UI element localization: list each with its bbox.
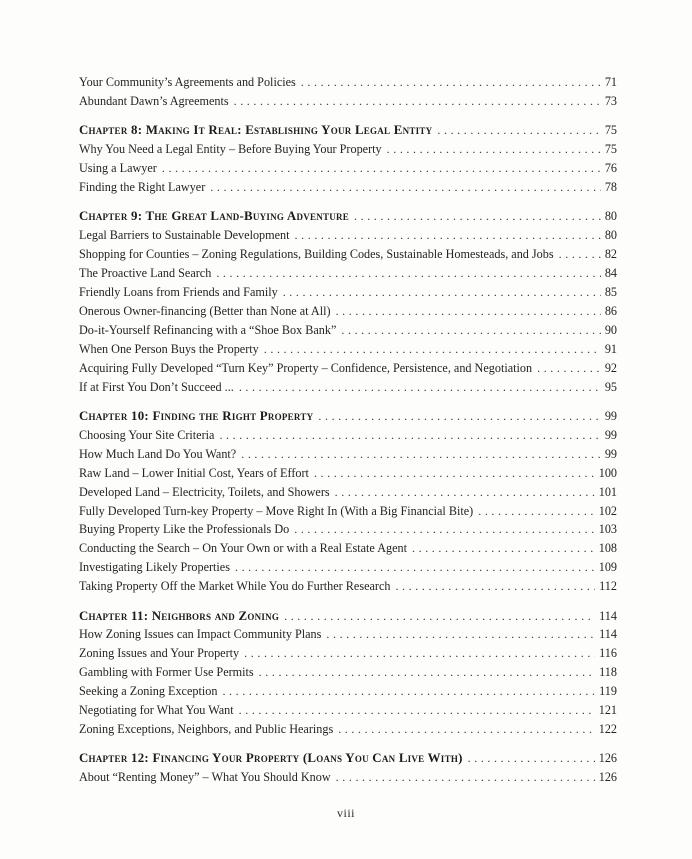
toc-entry <box>79 644 617 663</box>
dot-leader <box>336 302 601 321</box>
toc-entry-label: Negotiating for What You Want <box>79 703 234 718</box>
toc-entry <box>79 121 617 140</box>
toc-entry-label: If at First You Don’t Succeed ... <box>79 379 234 394</box>
toc-entry-page: 114 <box>599 608 617 623</box>
toc-entry <box>79 663 617 682</box>
toc-entry-page: 91 <box>604 341 617 356</box>
toc-entry-page: 92 <box>604 360 617 375</box>
dot-leader <box>341 321 600 340</box>
toc-entry-page: 102 <box>598 503 617 518</box>
toc-entry-page: 109 <box>598 560 617 575</box>
dot-leader <box>234 92 601 111</box>
dot-leader <box>354 207 601 226</box>
toc-entry-page: 114 <box>599 627 617 642</box>
page-number-footer: viii <box>336 806 355 820</box>
toc-entry <box>79 321 617 340</box>
dot-leader <box>395 577 595 596</box>
dot-leader <box>222 682 595 701</box>
toc-entry-page: 122 <box>598 722 617 736</box>
toc-entry <box>79 359 617 378</box>
dot-leader <box>235 558 595 577</box>
toc-entry-page: 95 <box>604 379 617 394</box>
toc-entry-page: 75 <box>604 142 617 157</box>
dot-leader <box>468 749 595 768</box>
toc-entry-label: About “Renting Money” – What You Should Know <box>79 770 331 785</box>
toc-entry-label: Conducting the Search – On Your Own or with a Real Estate Agent <box>79 541 407 556</box>
dot-leader <box>239 701 595 720</box>
dot-leader <box>318 407 600 426</box>
toc-entry <box>79 245 617 264</box>
dot-leader <box>537 359 601 378</box>
toc-entry-label: Choosing Your Site Criteria <box>79 427 215 442</box>
toc-entry <box>79 73 617 92</box>
dot-leader <box>559 245 601 264</box>
dot-leader <box>437 121 600 140</box>
toc-entry-label: Chapter 11: Neighbors and Zoning <box>79 608 280 623</box>
toc-entry-label: Chapter 8: Making It Real: Establishing Your Legal Entity <box>79 123 433 138</box>
dot-leader <box>336 768 595 787</box>
toc-entry-label: Abundant Dawn’s Agreements <box>79 93 229 108</box>
dot-leader <box>326 625 595 644</box>
toc-entry-page: 119 <box>599 684 617 699</box>
toc-entry <box>79 378 617 397</box>
toc-entry-page: 126 <box>598 751 617 766</box>
toc-entry <box>79 340 617 359</box>
toc-entry <box>79 607 617 626</box>
toc-entry-label: Raw Land – Lower Initial Cost, Years of Effort <box>79 465 309 480</box>
toc-entry-label: Chapter 9: The Great Land-Buying Adventure <box>79 209 349 224</box>
toc-entry-page: 78 <box>604 180 617 195</box>
toc-entry-label: When One Person Buys the Property <box>79 341 259 356</box>
toc-entry-page: 126 <box>598 770 617 785</box>
toc-entry-label: Legal Barriers to Sustainable Development <box>79 228 290 243</box>
toc-entry-label: Friendly Loans from Friends and Family <box>79 285 278 300</box>
dot-leader <box>216 264 600 283</box>
toc-entry <box>79 625 617 644</box>
toc-entry-label: Why You Need a Legal Entity – Before Buying Your Property <box>79 142 382 157</box>
dot-leader <box>412 539 595 558</box>
toc-entry <box>79 445 617 464</box>
dot-leader <box>314 464 595 483</box>
dot-leader <box>301 73 601 92</box>
dot-leader <box>284 607 595 626</box>
dot-leader <box>162 159 601 178</box>
toc-entry-page: 103 <box>598 522 617 537</box>
toc-entry-label: Fully Developed Turn-key Property – Move Right In (With a Big Financial Bite) <box>79 503 474 518</box>
toc-entry <box>79 720 617 739</box>
toc-entry-page: 99 <box>604 427 617 442</box>
toc-entry <box>79 426 617 445</box>
toc-entry-label: The Proactive Land Search <box>79 266 212 281</box>
toc-entry-page: 101 <box>598 484 617 499</box>
toc-entry-page: 108 <box>598 541 617 556</box>
toc-entry-label: How Much Land Do You Want? <box>79 446 237 461</box>
toc-entry-page: 84 <box>604 266 617 281</box>
toc-entry-label: Your Community’s Agreements and Policies <box>79 75 296 89</box>
toc-entry-page: 82 <box>604 247 617 262</box>
toc-entry-page: 99 <box>604 409 617 423</box>
toc-entry <box>79 92 617 111</box>
toc-entry <box>79 701 617 720</box>
toc-list <box>79 73 617 787</box>
toc-entry-page: 73 <box>604 93 617 108</box>
toc-entry <box>79 768 617 787</box>
dot-leader <box>283 283 601 302</box>
toc-entry-label: Developed Land – Electricity, Toilets, and Showers <box>79 484 330 499</box>
toc-entry-page: 118 <box>599 665 617 680</box>
toc-entry <box>79 558 617 577</box>
toc-entry-label: How Zoning Issues can Impact Community Plans <box>79 627 322 642</box>
toc-entry <box>79 140 617 159</box>
toc-entry <box>79 283 617 302</box>
dot-leader <box>335 483 595 502</box>
toc-entry-label: Chapter 10: Finding the Right Property <box>79 409 314 423</box>
dot-leader <box>241 445 601 464</box>
toc-entry-page: 80 <box>604 209 617 224</box>
dot-leader <box>478 502 595 521</box>
toc-entry-page: 121 <box>598 703 617 718</box>
toc-entry-label: Onerous Owner-financing (Better than None at All) <box>79 303 331 318</box>
toc-entry-page: 76 <box>604 161 617 176</box>
toc-entry-page: 112 <box>599 579 617 594</box>
toc-entry <box>79 577 617 596</box>
toc-entry <box>79 302 617 321</box>
dot-leader <box>294 520 595 539</box>
toc-entry-label: Taking Property Off the Market While You do Further Research <box>79 579 391 594</box>
dot-leader <box>244 644 595 663</box>
dot-leader <box>387 140 601 159</box>
toc-entry-page: 100 <box>598 465 617 480</box>
dot-leader <box>219 426 600 445</box>
toc-entry-label: Seeking a Zoning Exception <box>79 684 218 699</box>
toc-entry <box>79 464 617 483</box>
toc-entry-page: 90 <box>604 322 617 337</box>
toc-entry <box>79 483 617 502</box>
toc-entry-page: 75 <box>604 123 617 138</box>
toc-entry-page: 86 <box>604 303 617 318</box>
toc-entry-label: Zoning Exceptions, Neighbors, and Public Hearings <box>79 722 334 736</box>
toc-entry <box>79 264 617 283</box>
toc-entry-label: Chapter 12: Financing Your Property (Loans You Can Live With) <box>79 751 463 766</box>
toc-entry <box>79 539 617 558</box>
toc-entry <box>79 749 617 768</box>
toc-entry <box>79 159 617 178</box>
toc-entry-label: Investigating Likely Properties <box>79 560 230 575</box>
toc-entry-page: 99 <box>604 446 617 461</box>
dot-leader <box>295 226 601 245</box>
toc-entry-page: 80 <box>604 228 617 243</box>
dot-leader <box>264 340 601 359</box>
toc-entry-label: Acquiring Fully Developed “Turn Key” Property – Confidence, Persistence, and Negotiation <box>79 360 533 375</box>
dot-leader <box>338 720 595 739</box>
dot-leader <box>210 178 601 197</box>
toc-entry <box>79 207 617 226</box>
toc-entry-label: Do-it-Yourself Refinancing with a “Shoe Box Bank” <box>79 322 337 337</box>
toc-entry-label: Buying Property Like the Professionals Do <box>79 522 290 537</box>
toc-entry <box>79 226 617 245</box>
dot-leader <box>239 378 601 397</box>
toc-entry <box>79 682 617 701</box>
toc-entry <box>79 502 617 521</box>
dot-leader <box>259 663 595 682</box>
toc-entry-label: Using a Lawyer <box>79 161 157 176</box>
toc-entry-label: Zoning Issues and Your Property <box>79 646 240 661</box>
toc-entry-page: 116 <box>599 646 617 661</box>
toc-entry <box>79 178 617 197</box>
toc-entry <box>79 520 617 539</box>
toc-entry-page: 85 <box>604 285 617 300</box>
toc-entry <box>79 407 617 426</box>
toc-entry-label: Gambling with Former Use Permits <box>79 665 254 680</box>
toc-entry-label: Finding the Right Lawyer <box>79 180 206 195</box>
toc-entry-label: Shopping for Counties – Zoning Regulations, Building Codes, Sustainable Homesteads, and Jobs <box>79 247 554 262</box>
toc-entry-page: 71 <box>604 75 617 89</box>
